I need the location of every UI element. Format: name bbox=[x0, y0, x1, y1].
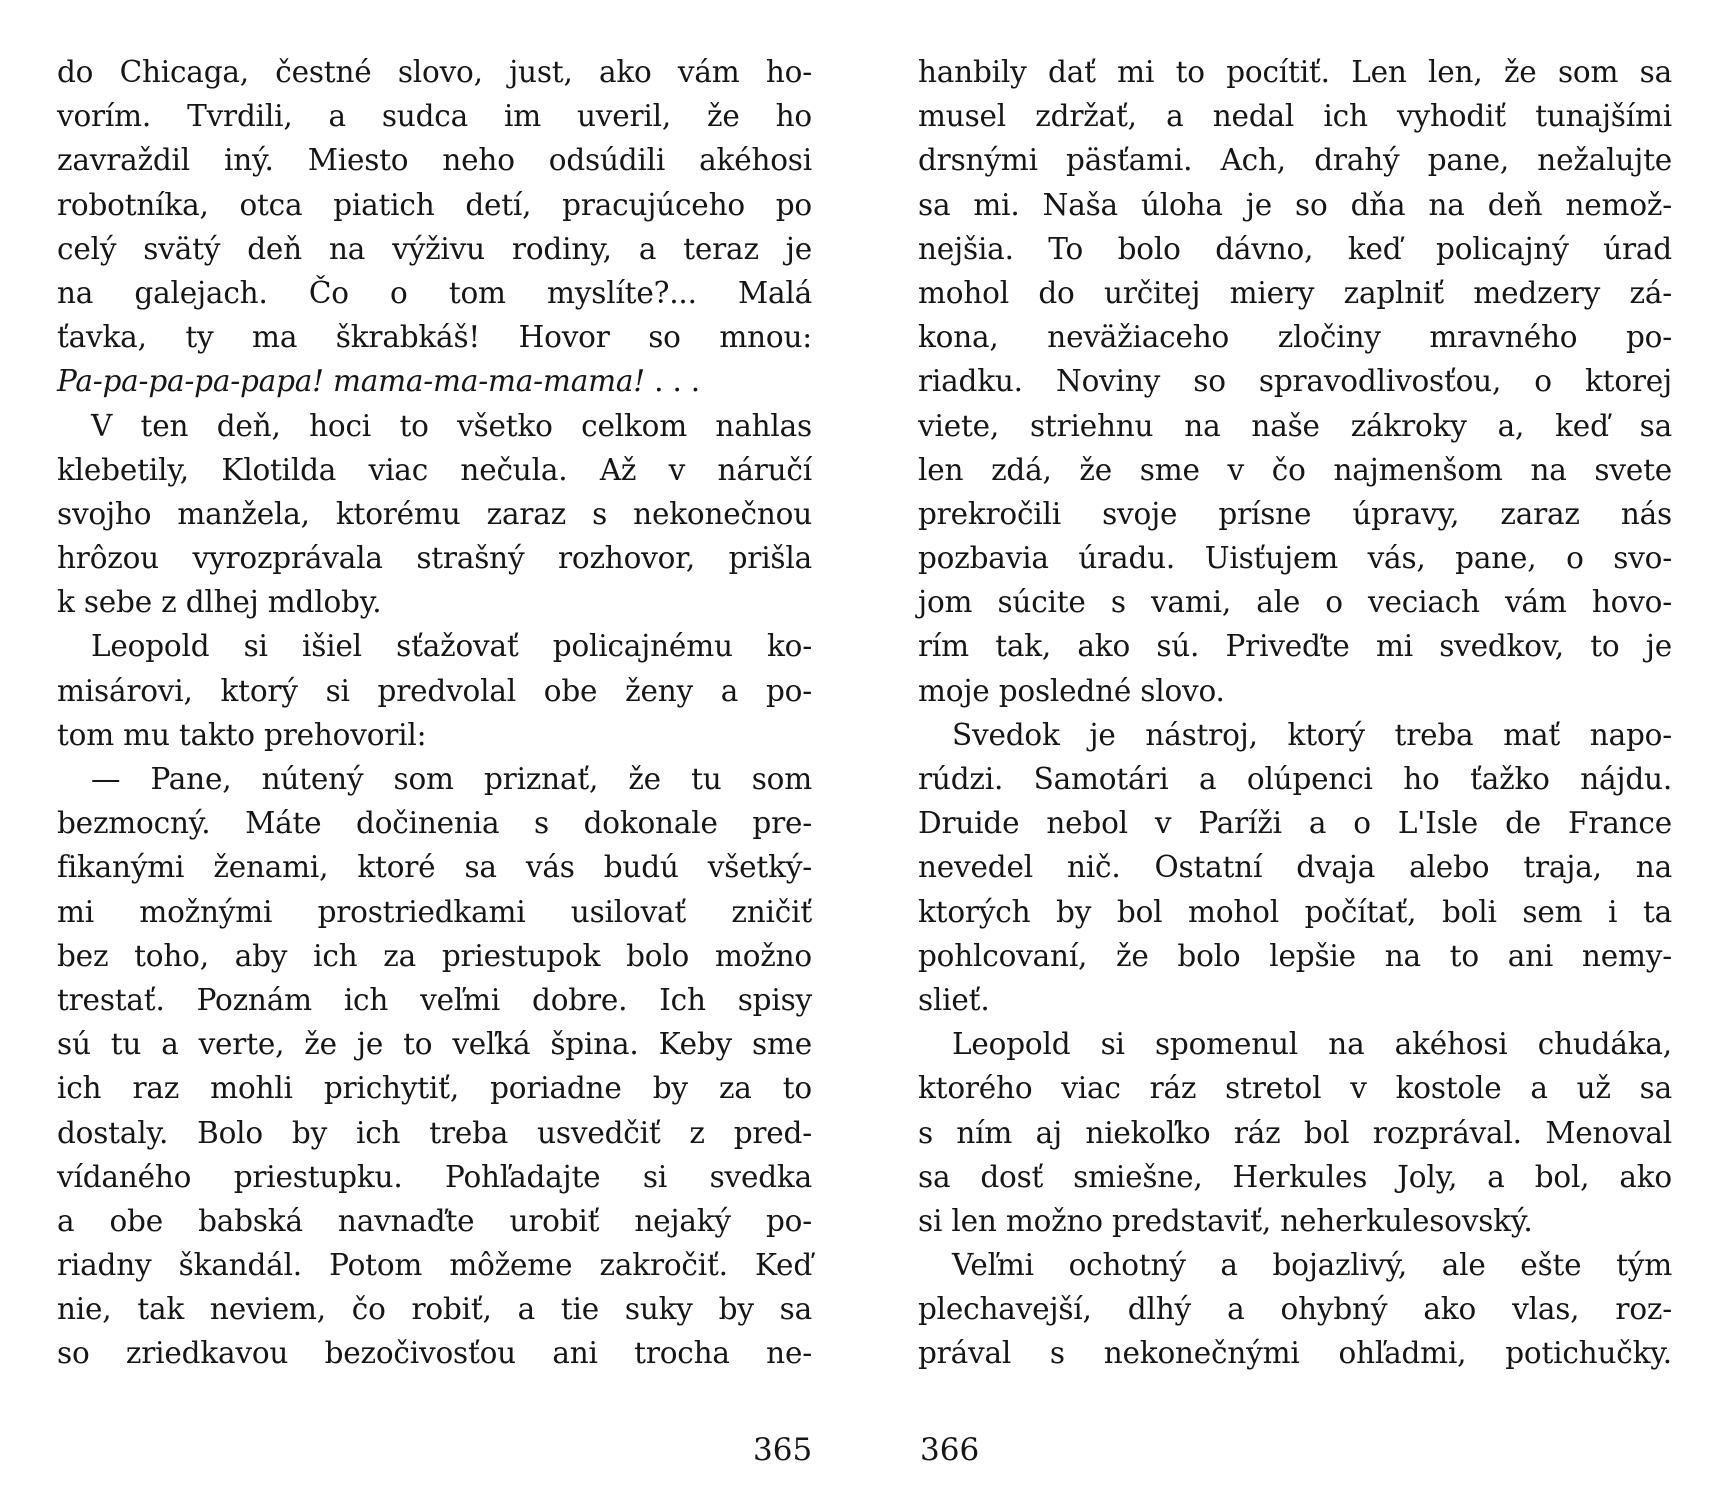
text-line: prekročili svoje prísne úpravy, zaraz nás bbox=[918, 496, 1672, 531]
page-number-right: 366 bbox=[920, 1432, 980, 1468]
text-line: nie, tak neviem, čo robiť, a tie suky by sa bbox=[57, 1292, 812, 1327]
text-line: — Pane, nútený som priznať, že tu som bbox=[91, 762, 812, 796]
text-line: s ním aj niekoľko ráz bol rozprával. Menoval bbox=[918, 1115, 1672, 1150]
text-line: a obe babská navnaďte urobiť nejaký po- bbox=[57, 1203, 812, 1238]
text-line: zavraždil iný. Miesto neho odsúdili akéhosi bbox=[57, 143, 812, 178]
text-line: riadny škandál. Potom môžeme zakročiť. Keď bbox=[57, 1248, 812, 1283]
text-line: jom súcite s vami, ale o veciach vám hovo- bbox=[918, 585, 1672, 620]
text-line: bez toho, aby ich za priestupok bolo možno bbox=[57, 938, 812, 973]
text-line: V ten deň, hoci to všetko celkom nahlas bbox=[91, 408, 812, 443]
italic-text: Pa-pa-pa-pa-papa! mama-ma-ma-mama! bbox=[57, 364, 645, 399]
text-line: Svedok je nástroj, ktorý treba mať napo- bbox=[952, 717, 1672, 752]
text-line: Leopold si spomenul na akéhosi chudáka, bbox=[952, 1027, 1672, 1062]
text-line: pohlcovaní, že bolo lepšie na to ani nemy- bbox=[918, 938, 1672, 973]
text-line: ťavka, ty ma škrabkáš! Hovor so mnou: bbox=[57, 320, 812, 355]
text-line: svojho manžela, ktorému zaraz s nekonečnou bbox=[57, 496, 812, 531]
text-line: Leopold si išiel sťažovať policajnému ko- bbox=[91, 629, 812, 664]
text-line: trestať. Poznám ich veľmi dobre. Ich spisy bbox=[57, 982, 812, 1017]
text-line: drsnými päsťami. Ach, drahý pane, nežalujte bbox=[918, 143, 1672, 178]
text-line: robotníka, otca piatich detí, pracujúceho po bbox=[57, 187, 812, 222]
text-line: rúdzi. Samotári a olúpenci ho ťažko nájdu. bbox=[918, 762, 1672, 796]
text-line: si len možno predstaviť, neherkulesovský. bbox=[918, 1203, 1533, 1238]
text-line: do Chicaga, čestné slovo, just, ako vám ho- bbox=[57, 55, 812, 89]
left-page bbox=[57, 50, 812, 1376]
text-line: viete, striehnu na naše zákroky a, keď sa bbox=[918, 408, 1672, 443]
text-line bbox=[57, 359, 812, 403]
text-line: ktorého viac ráz stretol v kostole a už sa bbox=[918, 1071, 1672, 1106]
text-line: sa dosť smiešne, Herkules Joly, a bol, ako bbox=[918, 1159, 1672, 1194]
text-line: bezmocný. Máte dočinenia s dokonale pre- bbox=[57, 806, 812, 841]
page-number-left: 365 bbox=[753, 1432, 813, 1468]
text-line: hanbily dať mi to pocítiť. Len len, že som sa bbox=[918, 55, 1672, 89]
text-line: kona, neväžiaceho zločiny mravného po- bbox=[918, 320, 1672, 355]
text-line: riadku. Noviny so spravodlivosťou, o ktorej bbox=[918, 364, 1672, 399]
text-line: k sebe z dlhej mdloby. bbox=[57, 585, 382, 620]
text-line: plechavejší, dlhý a ohybný ako vlas, roz- bbox=[918, 1292, 1672, 1327]
text-line: so zriedkavou bezočivosťou ani trocha ne- bbox=[57, 1336, 812, 1371]
text-line: musel zdržať, a nedal ich vyhodiť tunajšími bbox=[918, 99, 1672, 134]
text-rest: . . . bbox=[644, 364, 700, 399]
text-line: Druide nebol v Paríži a o L'Isle de France bbox=[918, 806, 1672, 841]
text-line: klebetily, Klotilda viac nečula. Až v náručí bbox=[57, 452, 812, 487]
text-line: sú tu a verte, že je to veľká špina. Keby sme bbox=[57, 1027, 812, 1062]
text-line: na galejach. Čo o tom myslíte?... Malá bbox=[57, 275, 812, 310]
text-line: hrôzou vyrozprávala strašný rozhovor, prišla bbox=[57, 541, 812, 576]
text-line: vídaného priestupku. Pohľadajte si svedka bbox=[57, 1159, 812, 1194]
text-line: prával s nekonečnými ohľadmi, potichučky. bbox=[918, 1336, 1672, 1371]
text-line: fikanými ženami, ktoré sa vás budú všetký- bbox=[57, 850, 812, 885]
text-line: Veľmi ochotný a bojazlivý, ale ešte tým bbox=[952, 1248, 1672, 1283]
text-line: ktorých by bol mohol počítať, boli sem i ta bbox=[918, 894, 1672, 929]
text-line: ich raz mohli prichytiť, poriadne by za to bbox=[57, 1071, 812, 1106]
text-line: dostaly. Bolo by ich treba usvedčiť z pred- bbox=[57, 1115, 812, 1150]
text-line: pozbavia úradu. Uisťujem vás, pane, o svo- bbox=[918, 541, 1672, 576]
text-line: len zdá, že sme v čo najmenšom na svete bbox=[918, 452, 1672, 487]
text-line: celý svätý deň na výživu rodiny, a teraz je bbox=[57, 231, 812, 266]
text-line: mi možnými prostriedkami usilovať zničiť bbox=[57, 894, 812, 929]
right-page bbox=[918, 50, 1672, 1376]
text-line: mohol do určitej miery zaplniť medzery zá- bbox=[918, 275, 1672, 310]
text-line: misárovi, ktorý si predvolal obe ženy a po- bbox=[57, 673, 812, 708]
text-line: tom mu takto prehovoril: bbox=[57, 717, 427, 752]
text-line: nevedel nič. Ostatní dvaja alebo traja, na bbox=[918, 850, 1672, 885]
text-line: rím tak, ako sú. Priveďte mi svedkov, to je bbox=[918, 629, 1672, 664]
text-line: slieť. bbox=[918, 982, 990, 1017]
text-line: moje posledné slovo. bbox=[918, 673, 1225, 708]
text-line: vorím. Tvrdili, a sudca im uveril, že ho bbox=[57, 99, 812, 134]
text-line: nejšia. To bolo dávno, keď policajný úrad bbox=[918, 231, 1672, 266]
text-line: sa mi. Naša úloha je so dňa na deň nemož- bbox=[918, 187, 1672, 222]
